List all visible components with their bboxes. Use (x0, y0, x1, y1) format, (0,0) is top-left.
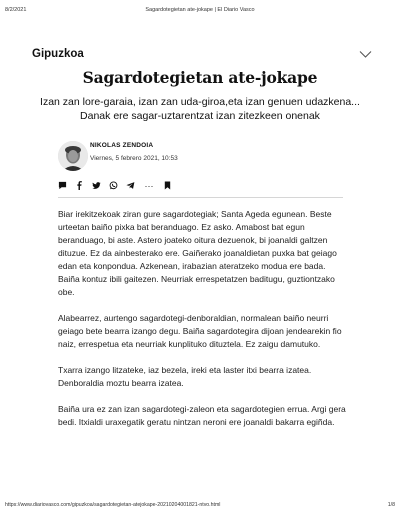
twitter-icon[interactable] (92, 181, 101, 190)
print-title: Sagardotegietan ate-jokape | El Diario Vasco (145, 7, 255, 13)
article-paragraph: Txarra izango litzateke, iaz bezela, ireki eta laster itxi bearra izatea. Denboraldia moztu bearra izatea. (58, 365, 312, 388)
author-avatar (58, 141, 88, 171)
article-headline: Sagardotegietan ate-jokape (82, 68, 318, 87)
section-link[interactable]: Gipuzkoa (32, 48, 84, 60)
article-subtitle (40, 95, 360, 123)
chevron-down-icon[interactable] (359, 50, 372, 59)
subtitle-line: Izan zan lore-garaia, izan zan uda-giroa,eta izan genuen udazkena... (40, 96, 360, 108)
print-url: https://www.diariovasco.com/gipuzkoa/sagardotegietan-atejokape-20210204001821-ntvo.html (5, 502, 221, 508)
print-date: 8/2/2021 (5, 7, 27, 13)
print-header (5, 7, 395, 16)
subtitle-line: Danak ere sagar-uztarentzat izan zitezkeen onenak (80, 110, 320, 122)
whatsapp-icon[interactable] (109, 181, 118, 190)
author-name[interactable]: NIKOLAS ZENDOIA (90, 142, 154, 149)
article-paragraph: Baiña ura ez zan izan sagardotegi-zaleon eta sagardotegien errua. Argi gera bedi. Itxialdi uraxegatik geratu nintzan neroni ere joanaldi bakarra egiñda. (58, 404, 346, 427)
byline (58, 141, 178, 171)
share-bar (58, 181, 172, 190)
publish-date: Viernes, 5 febrero 2021, 10:53 (90, 155, 178, 162)
article-paragraph: Alabearrez, aurtengo sagardotegi-denboraldian, normalean baiño neurri geiago bete bearra izango degu. Baiña sagardotegira dijoan jendearekin fio naiz, errespetua eta neurriak kunplituko dituztela. Ez zaigu damutuko. (58, 313, 342, 349)
facebook-icon[interactable] (75, 181, 84, 190)
article-body (58, 208, 346, 442)
divider (58, 197, 343, 198)
print-page-number: 1/8 (387, 502, 395, 508)
more-icon[interactable]: ··· (144, 180, 154, 191)
comment-icon[interactable] (58, 181, 67, 190)
telegram-icon[interactable] (126, 181, 135, 190)
bookmark-icon[interactable] (163, 181, 172, 190)
article-paragraph: Biar irekitzekoak ziran gure sagardotegiak; Santa Ageda egunean. Beste urteetan baiño pixka bat beranduago. Ez asko. Amabost bat egun beranduago, bi aste. Astero joateko oitura dezuenok, bi joanaldi galtzen dituzue. Ez da ainbesterako ere. Gaiñerako joanaldietan puxka bat geiago edan eta konpondua. Azkenean, irabazian ateratzeko modua ere bada. Baiña kontuz ibili gaitezen. Neurriak errespetatzen baditugu, guztiontzako obe. (58, 209, 337, 297)
print-footer (5, 502, 395, 511)
section-bar (32, 46, 372, 62)
